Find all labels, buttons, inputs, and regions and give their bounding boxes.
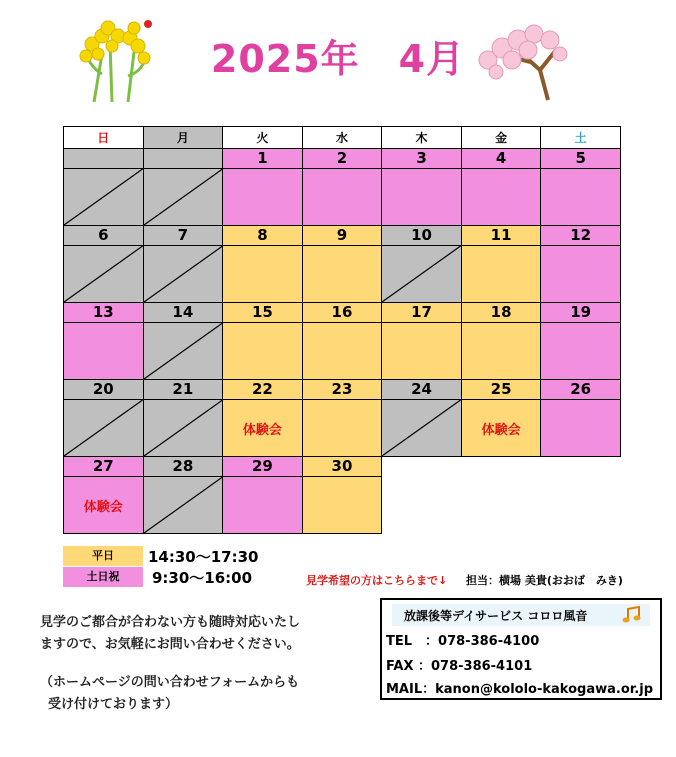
closed-day-slash: [144, 400, 223, 456]
day-cell-pink: [461, 169, 541, 226]
date-number: 29: [223, 457, 303, 477]
week-2-cells: [64, 246, 621, 303]
date-number: 10: [382, 226, 462, 246]
date-number: 8: [223, 226, 303, 246]
day-cell-pink: [223, 169, 303, 226]
date-number: 28: [143, 457, 223, 477]
date-number: 22: [223, 380, 303, 400]
week-4-cells: [64, 400, 621, 457]
date-number: [382, 457, 462, 477]
legend-weekday-label: 平日: [63, 546, 143, 566]
empty-cell: [382, 477, 462, 534]
day-cell-yellow: [223, 246, 303, 303]
closed-day-slash: [144, 323, 223, 379]
date-number: 26: [541, 380, 621, 400]
day-cell-pink: [64, 323, 144, 380]
date-number: 18: [461, 303, 541, 323]
contact-tel: TEL ：078-386-4100: [386, 634, 540, 649]
date-number: 12: [541, 226, 621, 246]
date-number: 4: [461, 149, 541, 169]
weekday-5: 金: [461, 127, 541, 149]
contact-box: [380, 598, 662, 700]
day-cell-pink: [302, 169, 382, 226]
date-number: 2: [302, 149, 382, 169]
day-cell-yellow: [461, 400, 541, 457]
info-line-2: ますので、お気軽にお問い合わせください。: [40, 637, 300, 652]
week-3-dates: [64, 303, 621, 323]
contact-mail[interactable]: MAIL：kanon@kololo-kakogawa.or.jp: [386, 682, 654, 697]
page-title: 2025年 4月: [210, 37, 466, 81]
weekday-3: 水: [302, 127, 382, 149]
day-cell-gray: [64, 169, 144, 226]
calendar-table: [63, 126, 621, 534]
week-4-dates: [64, 380, 621, 400]
closed-day-slash: [144, 246, 223, 302]
trial-event-label: 体験会: [83, 499, 123, 515]
day-cell-yellow: [302, 477, 382, 534]
closed-day-slash: [64, 169, 143, 225]
day-cell-pink: [541, 246, 621, 303]
date-number: 15: [223, 303, 303, 323]
trial-event-label: 体験会: [242, 422, 282, 438]
date-number: 7: [143, 226, 223, 246]
empty-cell: [541, 477, 621, 534]
day-cell-yellow: [302, 400, 382, 457]
legend-holiday-label: 土日祝: [63, 567, 143, 587]
date-number: [64, 149, 144, 169]
day-cell-pink: [223, 477, 303, 534]
day-cell-yellow: [223, 400, 303, 457]
closed-day-slash: [64, 246, 143, 302]
date-number: 25: [461, 380, 541, 400]
day-cell-gray: [64, 400, 144, 457]
date-number: 3: [382, 149, 462, 169]
weekday-1: 月: [143, 127, 223, 149]
contact-person: 担当：横場 美貴(おおば みき): [466, 574, 623, 587]
closed-day-slash: [144, 169, 223, 225]
week-5-cells: [64, 477, 621, 534]
closed-day-slash: [64, 400, 143, 456]
legend-holiday-time: 9:30～16:00: [152, 569, 253, 587]
day-cell-yellow: [223, 323, 303, 380]
date-number: 5: [541, 149, 621, 169]
day-cell-pink: [382, 169, 462, 226]
date-number: 23: [302, 380, 382, 400]
weekday-4: 木: [382, 127, 462, 149]
date-number: 27: [64, 457, 144, 477]
music-note-icon: [622, 606, 642, 624]
info-line-4: 受け付けております）: [48, 697, 179, 712]
date-number: 17: [382, 303, 462, 323]
date-number: 16: [302, 303, 382, 323]
day-cell-gray: [143, 246, 223, 303]
info-line-3: （ホームページの問い合わせフォームからも: [40, 675, 300, 690]
day-cell-gray: [382, 400, 462, 457]
date-number: 21: [143, 380, 223, 400]
date-number: [143, 149, 223, 169]
facility-name: 放課後等デイサービス コロロ風音: [404, 609, 588, 623]
day-cell-yellow: [302, 323, 382, 380]
contact-fax: FAX ：078-386-4101: [386, 659, 533, 674]
empty-cell: [461, 477, 541, 534]
day-cell-pink: [64, 477, 144, 534]
day-cell-yellow: [302, 246, 382, 303]
date-number: 20: [64, 380, 144, 400]
info-line-1: 見学のご都合が合わない方も随時対応いたし: [40, 615, 301, 630]
date-number: [461, 457, 541, 477]
date-number: 11: [461, 226, 541, 246]
day-cell-yellow: [461, 323, 541, 380]
week-3-cells: [64, 323, 621, 380]
date-number: 19: [541, 303, 621, 323]
day-cell-gray: [64, 246, 144, 303]
date-number: 30: [302, 457, 382, 477]
day-cell-yellow: [382, 323, 462, 380]
closed-day-slash: [144, 477, 223, 533]
day-cell-pink: [541, 169, 621, 226]
week-2-dates: [64, 226, 621, 246]
week-1-cells: [64, 169, 621, 226]
day-cell-gray: [143, 323, 223, 380]
week-1-dates: [64, 149, 621, 169]
legend-weekday-time: 14:30～17:30: [148, 548, 259, 566]
date-number: 9: [302, 226, 382, 246]
date-number: 24: [382, 380, 462, 400]
weekday-header-row: [64, 127, 621, 149]
closed-day-slash: [382, 246, 461, 302]
date-number: 14: [143, 303, 223, 323]
visit-note: 見学希望の方はこちらまで↓: [306, 574, 448, 587]
closed-day-slash: [382, 400, 461, 456]
date-number: 1: [223, 149, 303, 169]
week-5-dates: [64, 457, 621, 477]
date-number: 6: [64, 226, 144, 246]
date-number: 13: [64, 303, 144, 323]
date-number: [541, 457, 621, 477]
trial-event-label: 体験会: [481, 422, 521, 438]
day-cell-gray: [382, 246, 462, 303]
day-cell-pink: [541, 323, 621, 380]
weekday-0: 日: [64, 127, 144, 149]
day-cell-gray: [143, 477, 223, 534]
day-cell-yellow: [461, 246, 541, 303]
weekday-6: 土: [541, 127, 621, 149]
weekday-2: 火: [223, 127, 303, 149]
contact-name-bar: [392, 604, 650, 626]
day-cell-gray: [143, 169, 223, 226]
day-cell-pink: [541, 400, 621, 457]
day-cell-gray: [143, 400, 223, 457]
